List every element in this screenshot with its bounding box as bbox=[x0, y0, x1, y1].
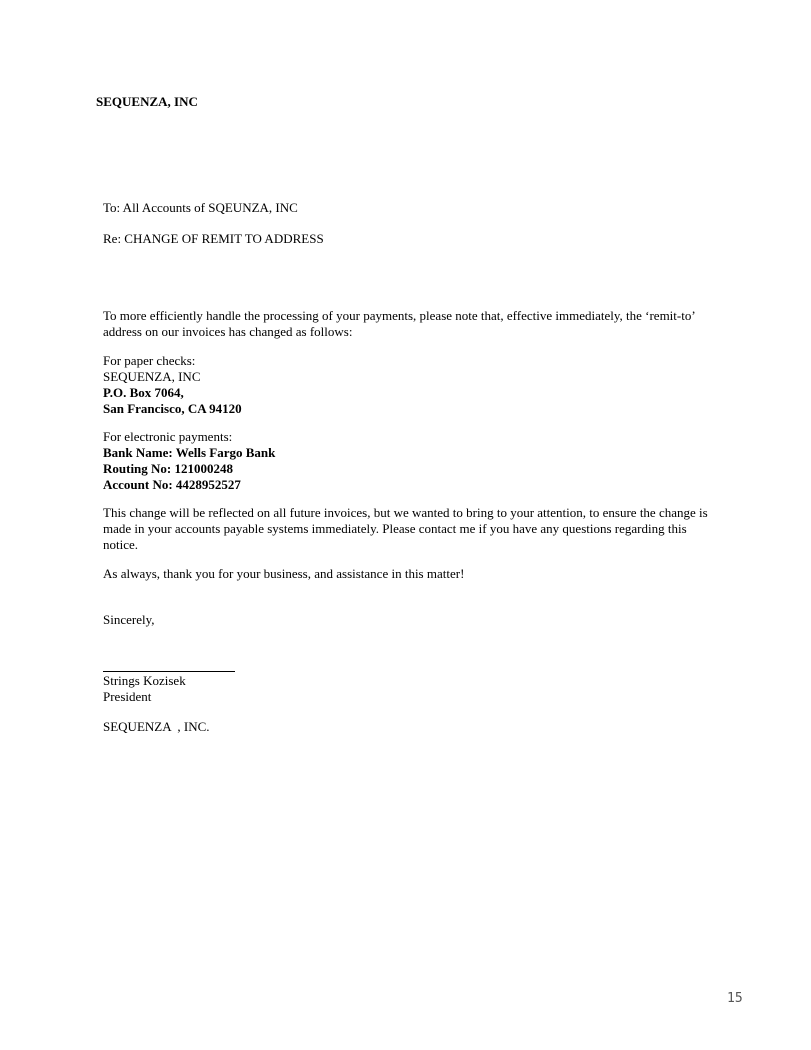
company-header: SEQUENZA, INC bbox=[96, 94, 198, 109]
signature-line bbox=[103, 671, 235, 672]
signature-block bbox=[103, 673, 723, 705]
city-state-zip: San Francisco, CA 94120 bbox=[103, 401, 242, 416]
signer-title: President bbox=[103, 689, 152, 704]
electronic-payments-block bbox=[103, 429, 723, 493]
account-no: Account No: 4428952527 bbox=[103, 477, 241, 492]
signer-company: SEQUENZA , INC. bbox=[103, 719, 210, 734]
page-number: 15 bbox=[727, 991, 743, 1006]
signer-name: Strings Kozisek bbox=[103, 673, 186, 688]
intro-paragraph: To more efficiently handle the processing of your payments, please note that, effective immediately, the ‘remit-to’ address on our invoices has changed as follows: bbox=[103, 308, 695, 339]
paper-checks-block bbox=[103, 353, 723, 417]
routing-no: Routing No: 121000248 bbox=[103, 461, 234, 476]
to-line: To: All Accounts of SQEUNZA, INC bbox=[103, 200, 298, 215]
electronic-payments-label: For electronic payments: bbox=[103, 429, 233, 444]
bank-name: Bank Name: Wells Fargo Bank bbox=[103, 445, 276, 460]
change-paragraph: This change will be reflected on all future invoices, but we wanted to bring to your attention, to ensure the change is made in your accounts payable systems immediately. Please contact me if you have any questions regarding this notice. bbox=[103, 505, 708, 552]
closing: Sincerely, bbox=[103, 612, 155, 627]
po-box: P.O. Box 7064, bbox=[103, 385, 184, 400]
re-line: Re: CHANGE OF REMIT TO ADDRESS bbox=[103, 231, 324, 246]
paper-checks-company: SEQUENZA, INC bbox=[103, 369, 201, 384]
paper-checks-label: For paper checks: bbox=[103, 353, 196, 368]
thanks-paragraph: As always, thank you for your business, and assistance in this matter! bbox=[103, 566, 465, 581]
